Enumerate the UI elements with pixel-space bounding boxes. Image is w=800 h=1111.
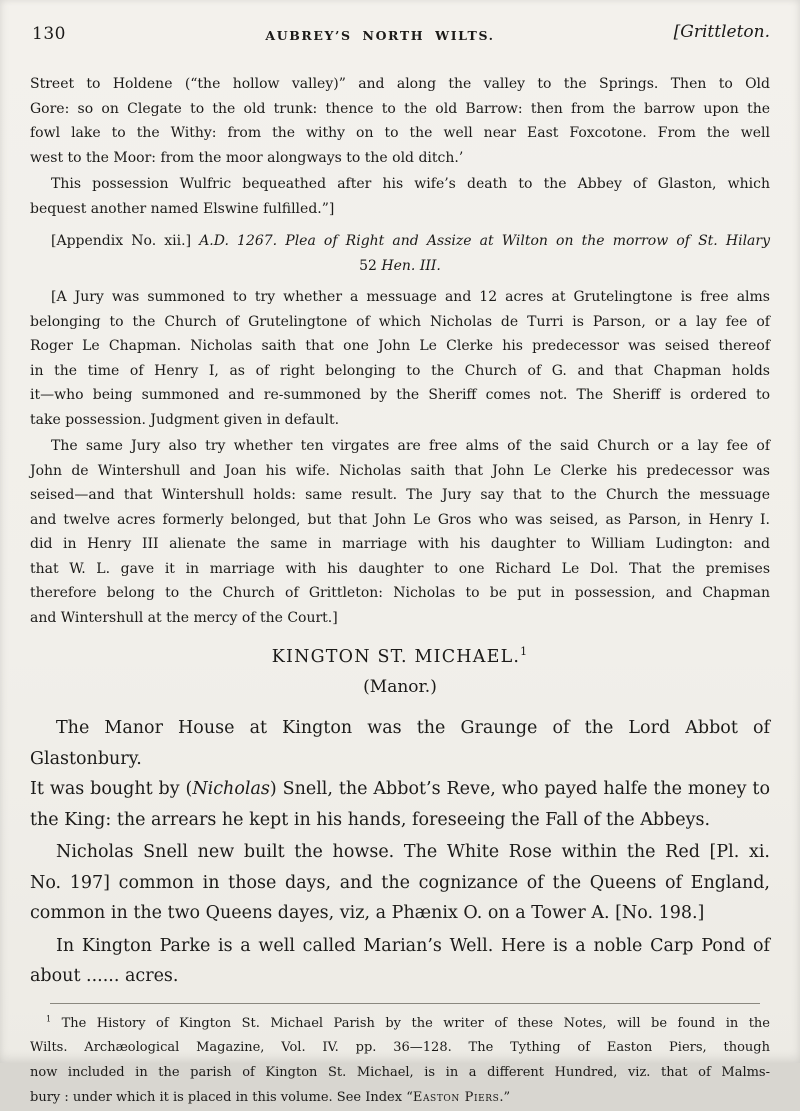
text-line: [30, 1012, 770, 1037]
text-segment: KINGTON ST. MICHAEL.: [271, 647, 521, 667]
paragraph-jury-virgates: [30, 434, 770, 630]
text-segment: seised—and that Wintershull holds: same result. The Jury say that to the Church the messuage: [30, 487, 770, 503]
text-segment: bequest another named Elswine fulfilled.”]: [30, 200, 335, 217]
section-subheading-manor: [30, 676, 770, 698]
text-line: [30, 359, 770, 384]
text-segment: The History of Kington St. Michael Parish by the writer of these Notes, will be found in the: [51, 1015, 770, 1031]
text-segment: No. 197] common in those days, and the cognizance of the Queens of England,: [30, 872, 770, 893]
text-line: [30, 676, 770, 698]
text-segment: the King: the arrears he kept in his hands, foreseeing the Fall of the Abbeys.: [30, 809, 711, 830]
text-line: [30, 713, 770, 774]
text-segment: west to the Moor: from the moor alongways to the old ditch.’: [30, 149, 464, 166]
footnote-marker: 1: [46, 1014, 52, 1024]
text-segment: belonging to the Church of Grutelingtone of which Nicholas de Turri is Parson, or a lay fee of: [30, 313, 770, 330]
text-line: [30, 898, 770, 929]
text-line: [30, 606, 770, 631]
text-line: [30, 1061, 770, 1086]
page-header: [30, 22, 770, 48]
text-line: [30, 961, 770, 992]
text-segment: (Manor.): [363, 677, 437, 697]
text-segment: Easton Piers: [412, 1089, 500, 1105]
text-line: [30, 459, 770, 484]
paragraph-jury-messuage: [30, 285, 770, 432]
text-segment: it—who being summoned and re-summoned by the Sheriff comes not. The Sheriff is ordered to: [30, 387, 770, 403]
text-segment: therefore belong to the Church of Grittleton: Nicholas to be put in possession, and Chapman: [30, 585, 770, 601]
text-segment: ) Snell, the Abbot’s Reve, who payed halfe the money to: [269, 779, 770, 799]
text-line: [30, 483, 770, 508]
page-number: 130: [32, 24, 66, 44]
text-segment: This possession Wulfric bequeathed after his wife’s death to the Abbey of Glaston, which: [51, 176, 770, 192]
text-line: [30, 334, 770, 359]
text-line: [30, 1036, 770, 1061]
text-line: [30, 285, 770, 310]
text-segment: The Manor House at Kington was the Graunge of the Lord Abbot of Glastonbury.: [30, 718, 770, 769]
text-segment: in the time of Henry I, as of right belonging to the Church of G. and that Chapman holds: [30, 362, 770, 379]
text-line: [30, 557, 770, 582]
text-line: [30, 837, 770, 868]
text-line: [30, 1086, 770, 1111]
text-line: [30, 774, 770, 805]
text-line: [30, 72, 770, 97]
text-segment: fowl lake to the Withy: from the withy on to the well near East Foxcotone. From the well: [30, 125, 770, 141]
text-segment: [A Jury was summoned to try whether a messuage and 12 acres at Grutelingtone is free alms: [51, 289, 770, 305]
text-segment: [Appendix No. xii.]: [51, 233, 200, 249]
page-body: [30, 72, 770, 1111]
text-segment: In Kington Parke is a well called Marian’s Well. Here is a noble Carp Pond of: [56, 935, 770, 956]
section-catchword: [Grittleton.: [673, 22, 770, 42]
text-line: [30, 310, 770, 335]
text-segment: John de Wintershull and Joan his wife. Nicholas saith that John Le Clerke his predecessor was: [30, 462, 770, 479]
text-line: [30, 383, 770, 408]
text-line: [30, 931, 770, 962]
text-segment: and twelve acres formerly belonged, but that John Le Gros who was seised, as Parson, in Henry I.: [30, 511, 770, 528]
text-line: [30, 229, 770, 254]
text-line: [30, 508, 770, 533]
text-segment: A.D. 1267. Plea of Right and Assize at Wilton on the morrow of St. Hilary: [199, 233, 770, 249]
footnote-marker: 1: [520, 645, 529, 659]
text-line: [30, 254, 770, 279]
text-segment: Gore: so on Clegate to the old trunk: thence to the old Barrow: then from the barrow upon the: [30, 100, 770, 117]
text-line: [30, 581, 770, 606]
text-segment: It was bought by (: [30, 779, 193, 799]
footnote-rule: [50, 1003, 760, 1004]
text-segment: Wilts. Archæological Magazine, Vol. IV. pp. 36—128. The Tything of Easton Piers, though: [30, 1040, 770, 1056]
text-segment: now included in the parish of Kington St. Michael, is in a different Hundred, viz. that of Malms-: [30, 1065, 770, 1081]
text-line: [30, 646, 770, 668]
text-segment: Street to Holdene (“the hollow valley)” and along the valley to the Springs. Then to Old: [30, 76, 770, 92]
text-segment: Hen. III.: [381, 257, 441, 274]
paragraph-white-rose: [30, 837, 770, 929]
text-segment: that W. L. gave it in marriage with his daughter to one Richard Le Dol. That the premises: [30, 560, 770, 577]
text-line: [30, 97, 770, 122]
text-line: [30, 434, 770, 459]
text-segment: common in the two Queens dayes, viz, a Phænix O. on a Tower A. [No. 198.]: [30, 903, 705, 923]
text-line: [30, 197, 770, 222]
text-segment: Nicholas Snell new built the howse. The White Rose within the Red [Pl. xi.: [56, 842, 770, 862]
appendix-reference: [30, 229, 770, 278]
running-title: AUBREY’S NORTH WILTS.: [265, 28, 495, 43]
footnote-kington-history: [30, 1012, 770, 1111]
text-segment: about ...... acres.: [30, 966, 179, 986]
text-line: [30, 146, 770, 171]
section-heading-kington: [30, 646, 770, 668]
text-segment: did in Henry III alienate the same in marriage with his daughter to William Ludington: and: [30, 536, 770, 552]
text-segment: .”: [499, 1089, 511, 1105]
text-line: [30, 121, 770, 146]
text-segment: 52: [359, 257, 382, 274]
text-segment: The same Jury also try whether ten virgates are free alms of the said Church or a lay fee of: [51, 438, 770, 454]
text-segment: Roger Le Chapman. Nicholas saith that one John Le Clerke his predecessor was seised thereof: [30, 338, 770, 354]
text-line: [30, 172, 770, 197]
paragraph-marians-well: [30, 931, 770, 992]
text-segment: Nicholas: [192, 779, 270, 799]
text-segment: and Wintershull at the mercy of the Court.]: [30, 609, 338, 626]
paragraph-wulfric-bequest: [30, 172, 770, 221]
text-line: [30, 805, 770, 836]
text-segment: bury : under which it is placed in this volume. See Index “: [30, 1089, 413, 1105]
text-segment: take possession. Judgment given in default.: [30, 411, 340, 428]
text-line: [30, 532, 770, 557]
text-line: [30, 868, 770, 899]
continued-paragraph-perambulation: [30, 72, 770, 170]
paragraph-manor-house: [30, 713, 770, 835]
text-line: [30, 408, 770, 433]
